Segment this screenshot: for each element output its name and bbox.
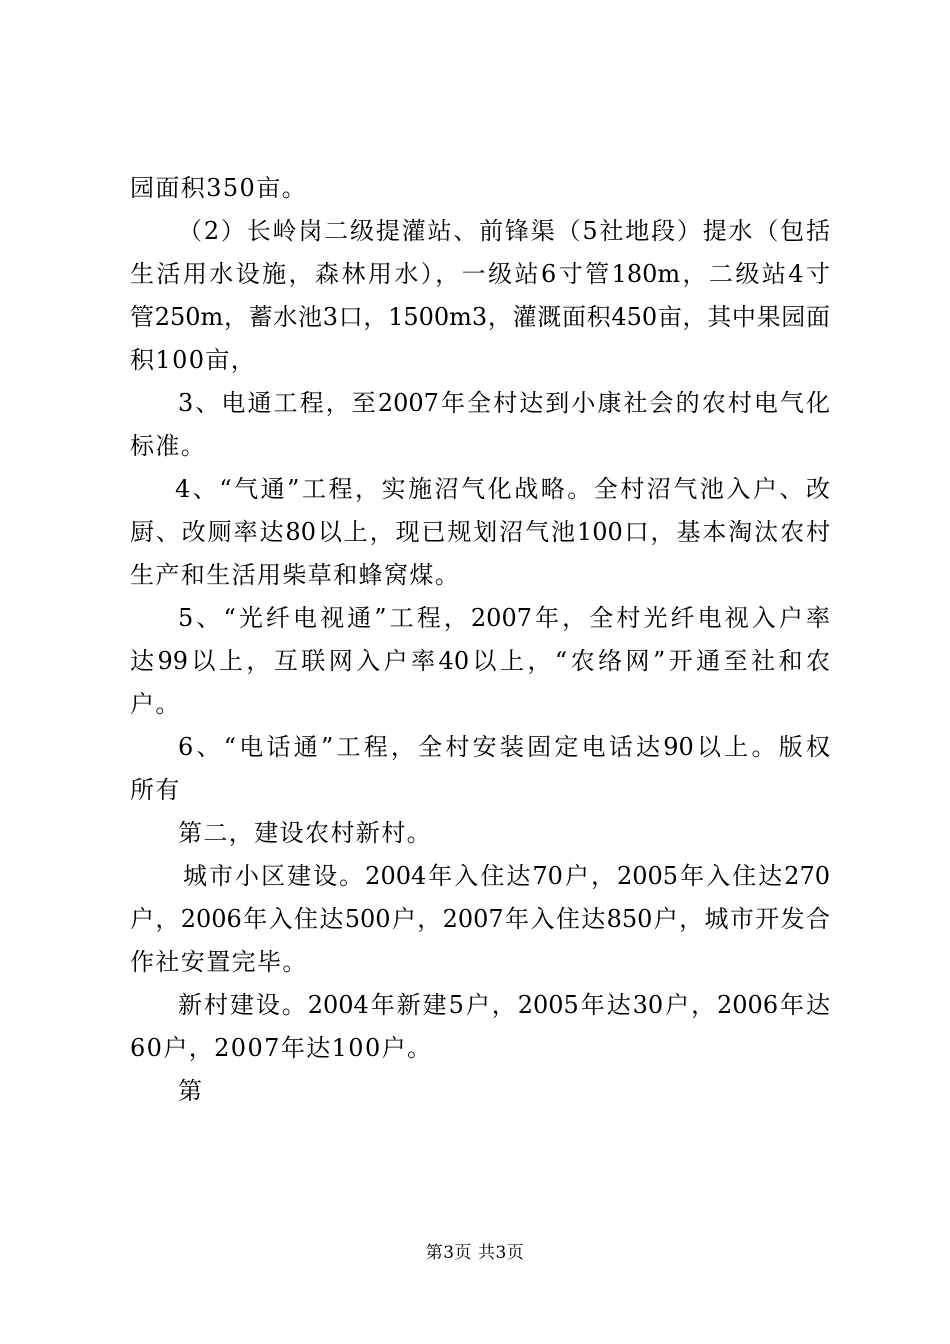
- text-line: 城市小区建设。2004年入住达70户，2005年入住达270: [183, 862, 830, 890]
- text-line: 4、“气通”工程，实施沼气化战略。全村沼气池入户、改: [175, 475, 830, 503]
- text-line: 厨、改厕率达80以上，现已规划沼气池100口，基本淘汰农村: [130, 518, 830, 546]
- text-line: 所有: [130, 776, 181, 804]
- text-line: 第二，建设农村新村。: [178, 819, 432, 847]
- text-line: 园面积350亩。: [130, 174, 308, 202]
- text-line: 标准。: [130, 432, 207, 460]
- text-line: 6、“电话通”工程，全村安装固定电话达90以上。版权: [178, 733, 830, 761]
- text-line: （2）长岭岗二级提灌站、前锋渠（5社地段）提水（包括: [178, 217, 830, 245]
- text-line: 管250m，蓄水池3口，1500m3，灌溉面积450亩，其中果园面: [130, 303, 830, 331]
- text-line: 生产和生活用柴草和蜂窝煤。: [130, 561, 461, 589]
- text-line: 60户，2007年达100户。: [130, 1034, 433, 1062]
- text-line: 户。: [130, 690, 181, 718]
- text-line: 积100亩，: [130, 346, 257, 374]
- page-footer: 第3页 共3页: [425, 1243, 525, 1263]
- text-line: 作社安置完毕。: [130, 948, 308, 976]
- text-line: 第: [178, 1077, 204, 1105]
- text-line: 户，2006年入住达500户，2007年入住达850户，城市开发合: [130, 905, 830, 933]
- text-line: 5、“光纤电视通”工程，2007年，全村光纤电视入户率: [178, 604, 830, 632]
- text-line: 3、电通工程，至2007年全村达到小康社会的农村电气化: [178, 389, 830, 417]
- text-line: 新村建设。2004年新建5户，2005年达30户，2006年达: [178, 991, 830, 1019]
- text-line: 达99以上，互联网入户率40以上，“农络网”开通至社和农: [130, 647, 830, 675]
- text-line: 生活用水设施，森林用水），一级站6寸管180m，二级站4寸: [130, 260, 830, 288]
